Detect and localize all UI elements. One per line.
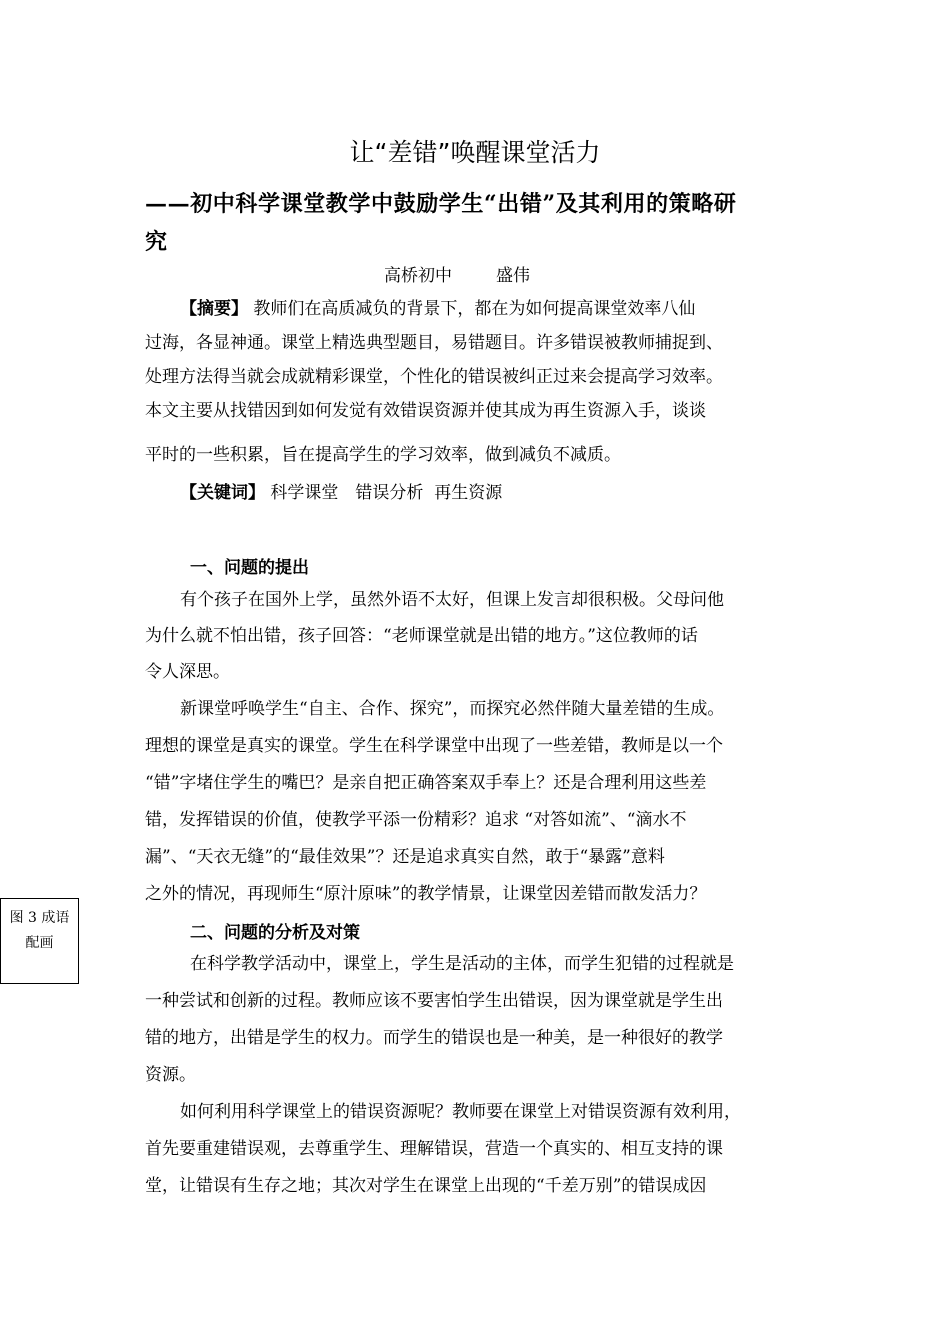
section-2-p1-line-4: 资源。	[145, 1065, 196, 1085]
section-2-p2-line-1: 如何利用科学课堂上的错误资源呢？教师要在课堂上对错误资源有效利用，	[180, 1102, 741, 1122]
section-1-p2-line-6: 之外的情况，再现师生“原汁原味”的教学情景，让课堂因差错而散发活力？	[145, 884, 707, 904]
abstract-text-1: 教师们在高质减负的背景下，都在为如何提高课堂效率八仙	[253, 299, 696, 319]
abstract-line-5: 平时的一些积累，旨在提高学生的学习效率，做到减负不减质。	[145, 445, 621, 465]
section-1-p1-line-2: 为什么就不怕出错，孩子回答：“老师课堂就是出错的地方。”这位教师的话	[145, 626, 698, 646]
abstract-line-1	[180, 292, 695, 326]
abstract-label: 【摘要】	[180, 299, 248, 319]
section-1-p2-line-5: 漏”、“天衣无缝”的“最佳效果”？还是追求真实自然，敢于“暴露”意料	[145, 847, 665, 867]
figure-caption-box: 图 3 成语配画	[0, 898, 79, 984]
abstract-line-2: 过海，各显神通。课堂上精选典型题目，易错题目。许多错误被教师捕捉到、	[145, 333, 723, 353]
document-subtitle-line1: ——初中科学课堂教学中鼓励学生“出错”及其利用的策略研	[145, 191, 737, 217]
section-1-p1-line-3: 令人深思。	[145, 662, 230, 682]
section-1-heading: 一、问题的提出	[190, 558, 309, 578]
author-name: 盛伟	[496, 266, 530, 286]
abstract-line-4: 本文主要从找错因到如何发觉有效错误资源并使其成为再生资源入手，谈谈	[145, 401, 706, 421]
section-2-p2-line-2: 首先要重建错误观，去尊重学生、理解错误，营造一个真实的、相互支持的课	[145, 1139, 723, 1159]
keywords-label: 【关键词】	[180, 483, 265, 503]
document-title: 让“差错”唤醒课堂活力	[349, 138, 601, 167]
section-2-heading: 二、问题的分析及对策	[190, 923, 360, 943]
author-school: 高桥初中	[384, 266, 452, 286]
document-subtitle-line2: 究	[145, 229, 168, 255]
section-1-p2-line-3: “错”字堵住学生的嘴巴？是亲自把正确答案双手奉上？还是合理利用这些差	[145, 773, 707, 793]
section-1-p2-line-1: 新课堂呼唤学生“自主、合作、探究”，而探究必然伴随大量差错的生成。	[180, 699, 725, 719]
author-line	[384, 261, 530, 286]
abstract-line-3: 处理方法得当就会成就精彩课堂，个性化的错误被纠正过来会提高学习效率。	[145, 367, 723, 387]
keywords-text: 科学课堂 错误分析 再生资源	[270, 483, 503, 503]
section-2-p1-line-2: 一种尝试和创新的过程。教师应该不要害怕学生出错误，因为课堂就是学生出	[145, 991, 723, 1011]
section-2-p2-line-3: 堂，让错误有生存之地；其次对学生在课堂上出现的“千差万别”的错误成因	[145, 1176, 707, 1196]
section-2-p1-line-1: 在科学教学活动中，课堂上，学生是活动的主体，而学生犯错的过程就是	[190, 954, 734, 974]
section-1-p2-line-2: 理想的课堂是真实的课堂。学生在科学课堂中出现了一些差错，教师是以一个	[145, 736, 723, 756]
keywords-line	[180, 476, 502, 510]
section-2-p1-line-3: 错的地方，出错是学生的权力。而学生的错误也是一种美，是一种很好的教学	[145, 1028, 723, 1048]
section-1-p2-line-4: 错，发挥错误的价值，使教学平添一份精彩？追求 “对答如流”、“滴水不	[145, 810, 687, 830]
section-1-p1-line-1: 有个孩子在国外上学，虽然外语不太好，但课上发言却很积极。父母问他	[180, 590, 724, 610]
